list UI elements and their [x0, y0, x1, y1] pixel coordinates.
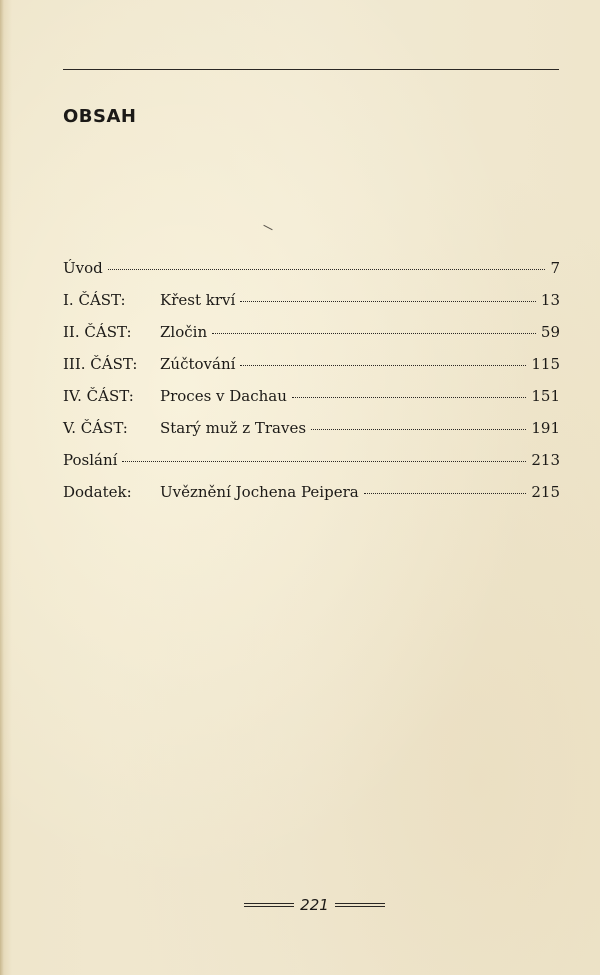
toc-entry-part-4	[63, 387, 560, 419]
toc-part-label: Úvod	[63, 259, 103, 277]
toc-page-number: 191	[531, 419, 560, 437]
dot-leader	[240, 365, 526, 366]
toc-page-number: 213	[531, 451, 560, 469]
toc-entry-dodatek	[63, 483, 560, 515]
footer-rule	[335, 903, 385, 904]
dot-leader	[122, 461, 526, 462]
paper-mark	[263, 225, 272, 231]
table-of-contents	[63, 259, 560, 515]
top-rule	[63, 69, 559, 70]
toc-entry-part-5	[63, 419, 560, 451]
toc-part-label: Dodatek:	[63, 483, 132, 501]
dot-leader	[108, 269, 546, 270]
toc-page-number: 115	[531, 355, 560, 373]
page-footer	[244, 896, 385, 920]
toc-entry-uvod	[63, 259, 560, 291]
toc-entry-poslani	[63, 451, 560, 483]
toc-chapter-title: Křest krví	[160, 291, 236, 309]
toc-chapter-title: Proces v Dachau	[160, 387, 287, 405]
toc-part-label: V. ČÁST:	[63, 419, 128, 437]
toc-chapter-title: Starý muž z Traves	[160, 419, 307, 437]
page-number: 221	[300, 896, 329, 914]
toc-part-label: II. ČÁST:	[63, 323, 132, 341]
toc-chapter-title: Zločin	[160, 323, 208, 341]
page-title: OBSAH	[63, 106, 137, 127]
toc-entry-part-3	[63, 355, 560, 387]
dot-leader	[292, 397, 526, 398]
toc-chapter-title: Uvěznění Jochena Peipera	[160, 483, 359, 501]
dot-leader	[240, 301, 536, 302]
toc-entry-part-2	[63, 323, 560, 355]
dot-leader	[364, 493, 527, 494]
toc-part-label: I. ČÁST:	[63, 291, 126, 309]
dot-leader	[212, 333, 536, 334]
toc-page-number: 215	[531, 483, 560, 501]
toc-page-number: 151	[531, 387, 560, 405]
footer-rule	[335, 906, 385, 907]
toc-chapter-title: Zúčtování	[160, 355, 236, 373]
dot-leader	[311, 429, 526, 430]
toc-part-label: III. ČÁST:	[63, 355, 138, 373]
footer-rule	[244, 903, 294, 904]
toc-page-number: 59	[540, 323, 560, 341]
toc-part-label: Poslání	[63, 451, 118, 469]
toc-page-number: 13	[540, 291, 560, 309]
toc-part-label: IV. ČÁST:	[63, 387, 134, 405]
footer-rule	[244, 906, 294, 907]
toc-entry-part-1	[63, 291, 560, 323]
toc-page-number: 7	[550, 259, 560, 277]
